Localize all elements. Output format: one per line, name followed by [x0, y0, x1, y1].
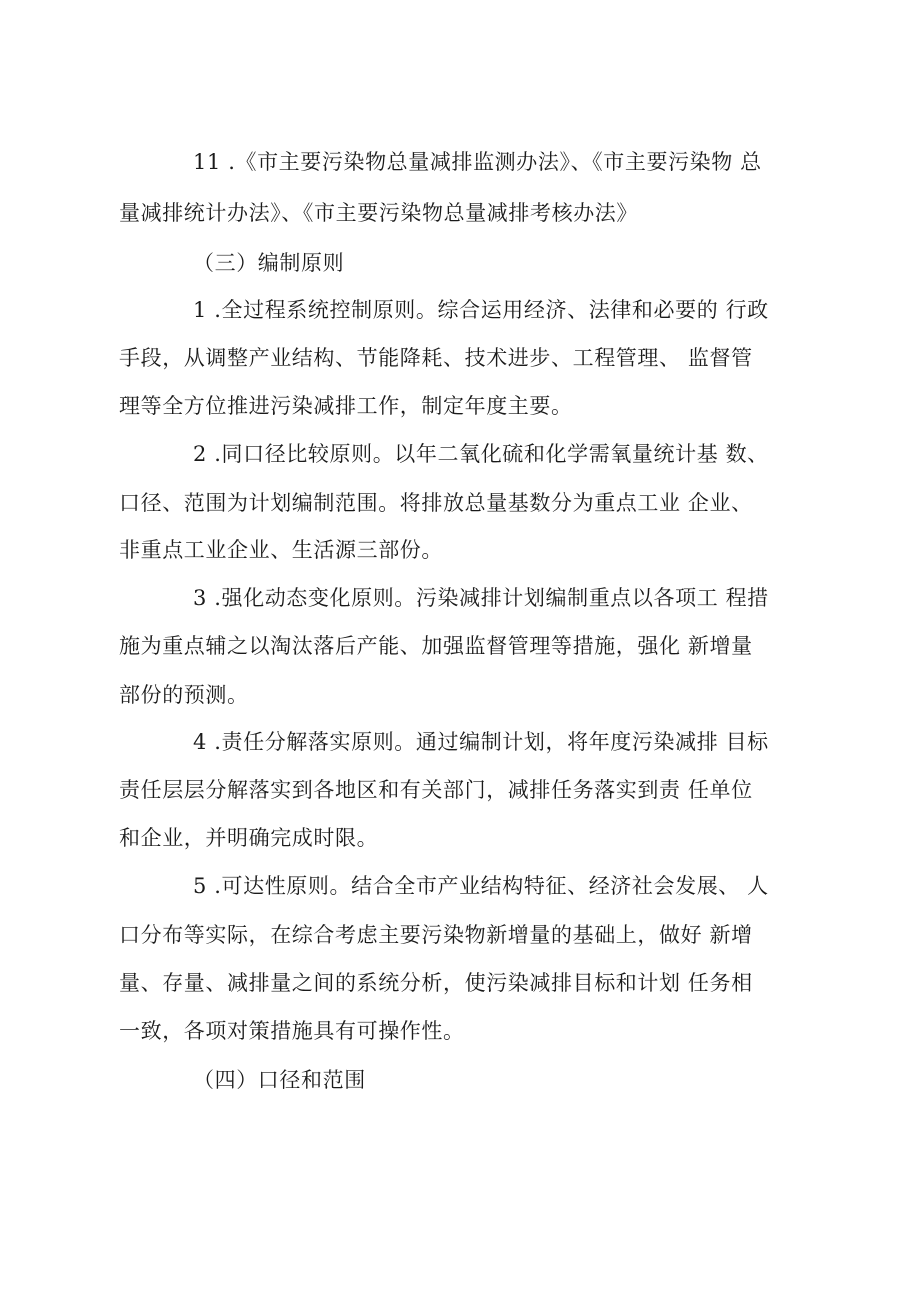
- principle-3-line-3: 部份的预测。: [119, 683, 249, 707]
- principle-5-line-2: 口分布等实际，在综合考虑主要污染物新增量的基础上，做好 新增: [119, 923, 753, 947]
- principle-4-line-1: 4 .责任分解落实原则。通过编制计划，将年度污染减排 目标: [193, 730, 769, 754]
- principle-1-line-3: 理等全方位推进污染减排工作，制定年度主要。: [119, 394, 573, 418]
- principle-1-line-2: 手段，从调整产业结构、节能降耗、技术进步、工程管理、 监督管: [119, 346, 753, 370]
- principle-5-line-3: 量、存量、减排量之间的系统分析，使污染减排目标和计划 任务相: [119, 971, 753, 995]
- item-11-line-1: 11 .《市主要污染物总量减排监测办法》、《市主要污染物 总: [193, 150, 762, 174]
- principle-1-line-1: 1 .全过程系统控制原则。综合运用经济、法律和必要的 行政: [193, 298, 769, 322]
- principle-4-line-3: 和企业，并明确完成时限。: [119, 826, 379, 850]
- principle-2-line-3: 非重点工业企业、生活源三部份。: [119, 538, 443, 562]
- item-11-line-2: 量减排统计办法》、《市主要污染物总量减排考核办法》: [119, 201, 638, 225]
- principle-2-line-1: 2 .同口径比较原则。以年二氧化硫和化学需氧量统计基 数、: [193, 442, 769, 466]
- principle-4-line-2: 责任层层分解落实到各地区和有关部门，减排任务落实到责 任单位: [119, 778, 753, 802]
- principle-5-line-4: 一致，各项对策措施具有可操作性。: [119, 1019, 465, 1043]
- principle-3-line-1: 3 .强化动态变化原则。污染减排计划编制重点以各项工 程措: [193, 586, 769, 610]
- section-heading-principles: （三）编制原则: [193, 251, 345, 275]
- principle-3-line-2: 施为重点辅之以淘汰落后产能、加强监督管理等措施，强化 新增量: [119, 634, 753, 658]
- principle-5-line-1: 5 .可达性原则。结合全市产业结构特征、经济社会发展、 人: [193, 874, 769, 898]
- section-heading-scope: （四）口径和范围: [193, 1068, 366, 1092]
- principle-2-line-2: 口径、范围为计划编制范围。将排放总量基数分为重点工业 企业、: [119, 491, 753, 515]
